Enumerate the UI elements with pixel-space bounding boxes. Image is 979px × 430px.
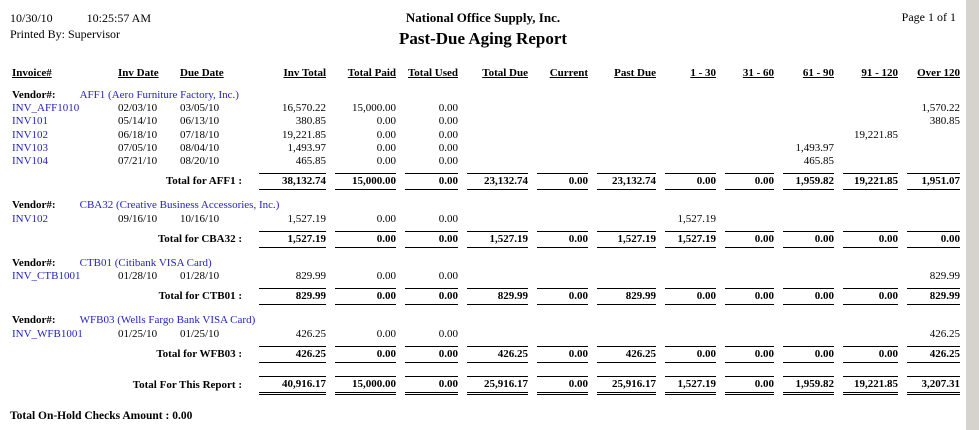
total-current: 0.00 [530, 366, 590, 398]
total-due [460, 155, 530, 168]
invoice-number[interactable]: INV_CTB1001 [12, 270, 81, 283]
vendor-total-row [10, 226, 962, 251]
aging-over-120 [900, 213, 962, 226]
total-aging-61-90: 1,959.82 [776, 168, 836, 193]
column-header-aging-61-90: 61 - 90 [802, 67, 834, 79]
total-due [460, 142, 530, 155]
aging-1-30 [658, 129, 718, 142]
inv-total: 1,493.97 [287, 141, 326, 154]
vendor-total-label: Total for CTB01 : [158, 290, 242, 303]
vendor-label: Vendor#: [12, 89, 56, 101]
vendor-row [10, 83, 962, 102]
column-header-invoice-number: Invoice# [12, 67, 52, 79]
due-date: 01/28/10 [180, 270, 220, 283]
total-aging-61-90: 0.00 [776, 341, 836, 366]
inv-total: 16,570.22 [282, 102, 326, 115]
column-header-past-due: Past Due [614, 67, 656, 79]
vendor-name-link[interactable]: CBA32 (Creative Business Accessories, Inc.) [79, 199, 280, 212]
vendor-total-label: Total for AFF1 : [165, 175, 242, 188]
invoice-number[interactable]: INV101 [12, 115, 49, 128]
total-due [460, 213, 530, 226]
total-aging-91-120: 0.00 [836, 283, 900, 308]
total-due [460, 115, 530, 128]
past-due [590, 102, 658, 115]
aging-91-120 [836, 270, 900, 283]
past-due [590, 142, 658, 155]
total-total-used: 0.00 [398, 341, 460, 366]
aging-31-60 [718, 142, 776, 155]
invoice-row [10, 213, 962, 226]
total-total-paid: 0.00 [328, 283, 398, 308]
vendor-total-row [10, 283, 962, 308]
inv-total: 19,221.85 [282, 128, 326, 141]
invoice-row [10, 115, 962, 128]
aging-31-60 [718, 115, 776, 128]
total-current: 0.00 [530, 226, 590, 251]
total-aging-91-120: 0.00 [836, 341, 900, 366]
current [530, 213, 590, 226]
past-due [590, 270, 658, 283]
aging-over-120 [900, 142, 962, 155]
invoice-row [10, 102, 962, 115]
report-header [10, 10, 956, 49]
column-header-inv-total: Inv Total [283, 67, 326, 79]
inv-total: 829.99 [295, 270, 326, 283]
total-paid: 0.00 [376, 154, 396, 167]
total-aging-31-60: 0.00 [718, 283, 776, 308]
total-aging-over-120: 1,951.07 [900, 168, 962, 193]
current [530, 115, 590, 128]
column-header-aging-over-120: Over 120 [917, 67, 960, 79]
due-date: 01/25/10 [180, 327, 220, 340]
current [530, 129, 590, 142]
total-aging-91-120: 19,221.85 [836, 366, 900, 398]
on-hold-checks-total: Total On-Hold Checks Amount : 0.00 [10, 410, 193, 423]
column-header-total-paid: Total Paid [347, 67, 396, 79]
report-table-body [10, 83, 962, 398]
vendor-row [10, 193, 962, 212]
total-aging-31-60: 0.00 [718, 226, 776, 251]
total-total-due: 829.99 [460, 283, 530, 308]
current [530, 270, 590, 283]
total-used: 0.00 [438, 115, 458, 128]
inv-date: 07/21/10 [118, 154, 158, 167]
total-used: 0.00 [438, 154, 458, 167]
inv-total: 1,527.19 [287, 212, 326, 225]
aging-1-30 [658, 115, 718, 128]
aging-31-60 [718, 328, 776, 341]
total-used: 0.00 [438, 270, 458, 283]
page-number: Page 1 of 1 [901, 10, 956, 24]
aging-over-120: 1,570.22 [921, 102, 960, 115]
vendor-total-row [10, 168, 962, 193]
total-paid: 0.00 [376, 128, 396, 141]
due-date: 10/16/10 [180, 212, 220, 225]
aging-91-120 [836, 155, 900, 168]
aging-61-90 [776, 102, 836, 115]
aging-91-120 [836, 115, 900, 128]
vendor-total-label: Total for CBA32 : [157, 232, 242, 245]
total-past-due: 23,132.74 [590, 168, 658, 193]
aging-91-120 [836, 328, 900, 341]
aging-91-120: 19,221.85 [854, 128, 898, 141]
total-total-due: 23,132.74 [460, 168, 530, 193]
total-aging-over-120: 0.00 [900, 226, 962, 251]
total-used: 0.00 [438, 141, 458, 154]
total-aging-61-90: 1,959.82 [776, 366, 836, 398]
total-current: 0.00 [530, 283, 590, 308]
column-header-total-used: Total Used [407, 67, 458, 79]
vendor-name-link[interactable]: CTB01 (Citibank VISA Card) [79, 256, 212, 269]
aging-1-30 [658, 328, 718, 341]
total-due [460, 102, 530, 115]
total-aging-31-60: 0.00 [718, 168, 776, 193]
total-current: 0.00 [530, 168, 590, 193]
total-aging-1-30: 1,527.19 [658, 226, 718, 251]
inv-date: 01/25/10 [118, 327, 158, 340]
print-date: 10/30/10 [10, 11, 53, 25]
total-aging-91-120: 0.00 [836, 226, 900, 251]
total-inv-total: 40,916.17 [252, 366, 328, 398]
invoice-number[interactable]: INV103 [12, 141, 49, 154]
report-title: Past-Due Aging Report [398, 29, 568, 48]
invoice-number[interactable]: INV102 [12, 212, 49, 225]
vendor-label: Vendor#: [12, 314, 56, 327]
invoice-row [10, 270, 962, 283]
inv-date: 01/28/10 [118, 270, 158, 283]
aging-over-120: 380.85 [929, 115, 960, 128]
past-due [590, 213, 658, 226]
total-total-due: 1,527.19 [460, 226, 530, 251]
total-inv-total: 38,132.74 [252, 168, 328, 193]
total-paid: 0.00 [376, 141, 396, 154]
total-aging-61-90: 0.00 [776, 226, 836, 251]
vendor-label: Vendor#: [12, 256, 56, 269]
total-inv-total: 829.99 [252, 283, 328, 308]
total-paid: 0.00 [376, 212, 396, 225]
aging-61-90: 1,493.97 [795, 141, 834, 154]
total-aging-61-90: 0.00 [776, 283, 836, 308]
total-current: 0.00 [530, 341, 590, 366]
column-header-aging-31-60: 31 - 60 [742, 67, 774, 79]
past-due [590, 328, 658, 341]
due-date: 06/13/10 [180, 115, 220, 128]
print-info [10, 10, 235, 42]
total-paid: 0.00 [376, 270, 396, 283]
total-used: 0.00 [438, 102, 458, 115]
total-inv-total: 426.25 [252, 341, 328, 366]
total-total-due: 25,916.17 [460, 366, 530, 398]
vendor-total-label: Total for WFB03 : [156, 347, 242, 360]
due-date: 08/04/10 [180, 141, 220, 154]
column-header-current: Current [549, 67, 588, 79]
aging-61-90 [776, 328, 836, 341]
due-date: 07/18/10 [180, 128, 220, 141]
total-aging-1-30: 1,527.19 [658, 366, 718, 398]
invoice-number[interactable]: INV104 [12, 154, 49, 167]
column-header-row [10, 65, 962, 83]
inv-total: 380.85 [295, 115, 326, 128]
current [530, 142, 590, 155]
invoice-row [10, 155, 962, 168]
aging-61-90: 465.85 [803, 154, 834, 167]
total-total-used: 0.00 [398, 168, 460, 193]
vendor-name-link[interactable]: AFF1 (Aero Furniture Factory, Inc.) [79, 89, 239, 101]
inv-date: 02/03/10 [118, 102, 158, 115]
past-due [590, 129, 658, 142]
printed-by: Printed By: Supervisor [10, 27, 120, 42]
invoice-number[interactable]: INV102 [12, 128, 49, 141]
aging-1-30 [658, 142, 718, 155]
total-total-paid: 15,000.00 [328, 366, 398, 398]
total-aging-over-120: 829.99 [900, 283, 962, 308]
total-past-due: 1,527.19 [590, 226, 658, 251]
vendor-total-row [10, 341, 962, 366]
column-header-inv-date: Inv Date [118, 67, 159, 79]
aging-61-90 [776, 270, 836, 283]
total-used: 0.00 [438, 128, 458, 141]
vendor-row [10, 251, 962, 270]
total-due [460, 129, 530, 142]
current [530, 328, 590, 341]
column-header-aging-91-120: 91 - 120 [861, 67, 898, 79]
inv-total: 465.85 [295, 154, 326, 167]
invoice-row [10, 129, 962, 142]
total-due [460, 270, 530, 283]
invoice-row [10, 142, 962, 155]
total-aging-1-30: 0.00 [658, 283, 718, 308]
aging-61-90 [776, 129, 836, 142]
total-total-used: 0.00 [398, 283, 460, 308]
report-total-row [10, 366, 962, 398]
due-date: 08/20/10 [180, 154, 220, 167]
aging-31-60 [718, 102, 776, 115]
inv-total: 426.25 [295, 327, 326, 340]
column-header-due-date: Due Date [180, 67, 224, 79]
aging-31-60 [718, 155, 776, 168]
aging-1-30: 1,527.19 [677, 212, 716, 225]
total-total-paid: 0.00 [328, 226, 398, 251]
total-paid: 0.00 [376, 115, 396, 128]
inv-date: 07/05/10 [118, 141, 158, 154]
total-aging-over-120: 3,207.31 [900, 366, 962, 398]
aging-91-120 [836, 213, 900, 226]
total-due [460, 328, 530, 341]
print-time: 10:25:57 AM [86, 11, 152, 25]
report-title-block [235, 10, 731, 49]
inv-date: 09/16/10 [118, 212, 158, 225]
inv-date: 06/18/10 [118, 128, 158, 141]
total-paid: 0.00 [376, 327, 396, 340]
total-aging-31-60: 0.00 [718, 366, 776, 398]
total-aging-over-120: 426.25 [900, 341, 962, 366]
total-total-used: 0.00 [398, 226, 460, 251]
company-name: National Office Supply, Inc. [405, 10, 561, 25]
aging-91-120 [836, 102, 900, 115]
aging-over-120 [900, 129, 962, 142]
current [530, 155, 590, 168]
total-total-paid: 0.00 [328, 341, 398, 366]
vendor-label: Vendor#: [12, 199, 56, 212]
report-total-label: Total For This Report : [132, 379, 242, 391]
aging-over-120 [900, 155, 962, 168]
aging-31-60 [718, 213, 776, 226]
due-date: 03/05/10 [180, 102, 220, 115]
total-past-due: 25,916.17 [590, 366, 658, 398]
current [530, 102, 590, 115]
aging-over-120: 426.25 [929, 327, 960, 340]
aging-1-30 [658, 270, 718, 283]
invoice-number[interactable]: INV_WFB1001 [12, 327, 83, 340]
aging-31-60 [718, 129, 776, 142]
vendor-name-link[interactable]: WFB03 (Wells Fargo Bank VISA Card) [79, 314, 256, 327]
inv-date: 05/14/10 [118, 115, 158, 128]
vendor-row [10, 308, 962, 327]
aging-31-60 [718, 270, 776, 283]
past-due [590, 115, 658, 128]
invoice-number[interactable]: INV_AFF1010 [12, 102, 80, 115]
total-past-due: 829.99 [590, 283, 658, 308]
aging-over-120: 829.99 [929, 270, 960, 283]
aging-1-30 [658, 155, 718, 168]
total-inv-total: 1,527.19 [252, 226, 328, 251]
total-past-due: 426.25 [590, 341, 658, 366]
aging-61-90 [776, 115, 836, 128]
total-used: 0.00 [438, 212, 458, 225]
total-aging-1-30: 0.00 [658, 168, 718, 193]
total-aging-1-30: 0.00 [658, 341, 718, 366]
aging-report-table [10, 65, 962, 398]
past-due [590, 155, 658, 168]
invoice-row [10, 328, 962, 341]
total-total-paid: 15,000.00 [328, 168, 398, 193]
aging-1-30 [658, 102, 718, 115]
total-aging-91-120: 19,221.85 [836, 168, 900, 193]
total-used: 0.00 [438, 327, 458, 340]
column-header-total-due: Total Due [482, 67, 528, 79]
total-total-due: 426.25 [460, 341, 530, 366]
aging-91-120 [836, 142, 900, 155]
column-header-aging-1-30: 1 - 30 [690, 67, 716, 79]
total-paid: 15,000.00 [352, 102, 396, 115]
total-total-used: 0.00 [398, 366, 460, 398]
total-aging-31-60: 0.00 [718, 341, 776, 366]
aging-61-90 [776, 213, 836, 226]
